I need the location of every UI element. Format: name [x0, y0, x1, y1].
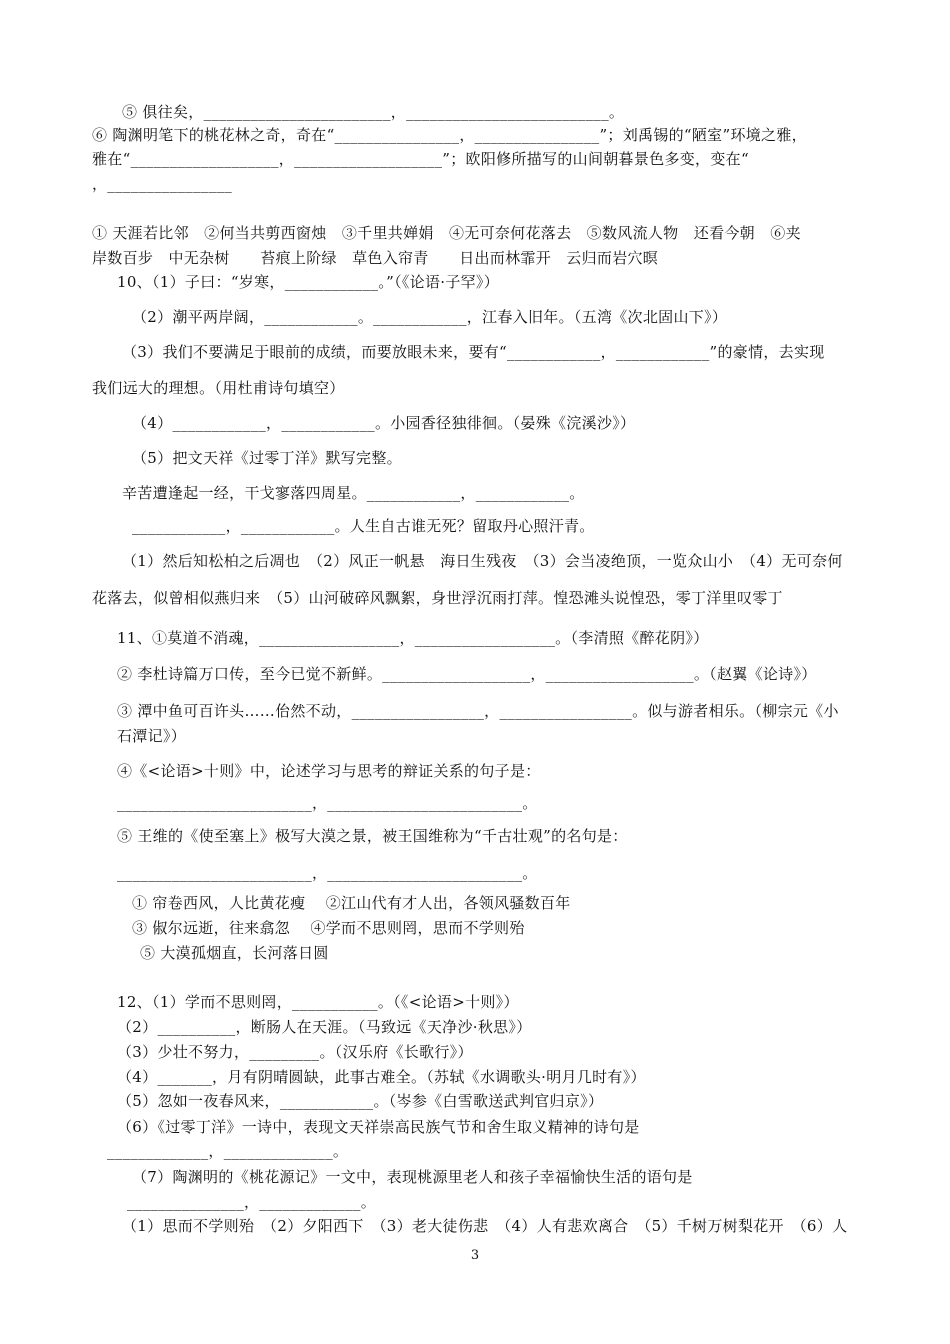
text-line: （1）思而不学则殆 （2）夕阳西下 （3）老大徒伤悲 （4）人有悲欢离合 （5）千树万树梨花开 （6）人 [122, 1217, 848, 1235]
text-line: （6）《过零丁洋》一诗中，表现文天祥崇高民族气节和舍生取义精神的诗句是 [117, 1118, 640, 1136]
text-line: （7）陶渊明的《桃花源记》一文中，表现桃源里老人和孩子幸福愉快生活的语句是 [132, 1168, 693, 1186]
text-line: _________________________，_________________________。 [117, 864, 538, 882]
text-line: 雅在“___________________，___________________”；欧阳修所描写的山间朝暮景色多变，变在“ [92, 150, 749, 168]
text-line: 石潭记》） [117, 727, 187, 745]
text-line: ④《<论语>十则》中，论述学习与思考的辩证关系的句子是： [117, 762, 541, 780]
text-line: ③ 俶尔远逝，往来翕忽 ④学而不思则罔，思而不学则殆 [132, 919, 525, 937]
text-line: ⑥ 陶渊明笔下的桃花林之奇，奇在“________________，________________”；刘禹锡的“陋室”环境之雅， [92, 126, 807, 144]
text-line: （3）少壮不努力，_________。（汉乐府《长歌行》） [117, 1043, 473, 1061]
text-line: 岸数百步 中无杂树 苔痕上阶绿 草色入帘青 日出而林霏开 云归而岩穴暝 [92, 249, 659, 267]
text-line: ____________，____________。人生自古谁无死？留取丹心照汗青。 [132, 517, 595, 535]
text-line: （4）____________，____________。小园香径独徘徊。（晏殊《浣溪沙》） [132, 414, 636, 432]
text-line: （5）忽如一夜春风来，____________。（岑参《白雪歌送武判官归京》） [117, 1092, 604, 1110]
text-line: 花落去，似曾相似燕归来 （5）山河破碎风飘絮，身世浮沉雨打萍。惶恐滩头说惶恐，零丁洋里叹零丁 [92, 589, 783, 607]
text-line: 12、（1）学而不思则罔，___________。（《<论语>十则》） [117, 993, 519, 1011]
text-line: ⑤ 俱往矣，________________________，__________________________。 [122, 103, 625, 121]
text-line: 11、①莫道不消魂，__________________，__________________。（李清照《醉花阴》） [117, 629, 709, 647]
text-line: ① 天涯若比邻 ②何当共剪西窗烛 ③千里共婵娟 ④无可奈何花落去 ⑤数风流人物 还看今朝 ⑥夹 [92, 224, 801, 242]
text-line: 我们远大的理想。（用杜甫诗句填空） [92, 379, 345, 397]
text-line: ① 帘卷西风，人比黄花瘦 ②江山代有才人出，各领风骚数百年 [132, 894, 571, 912]
text-line: ⑤ 王维的《使至塞上》极写大漠之景，被王国维称为“千古壮观”的名句是： [117, 827, 628, 845]
text-line: ，________________ [92, 175, 233, 193]
text-line: （2）__________，断肠人在天涯。（马致远《天净沙·秋思》） [117, 1018, 532, 1036]
text-line: _________________________，_________________________。 [117, 794, 538, 812]
text-line: _____________，______________。 [107, 1142, 349, 1160]
text-line: （1）然后知松柏之后凋也 （2）风正一帆悬 海日生残夜 （3）会当凌绝顶，一览众山小 （4）无可奈何 [122, 552, 843, 570]
text-line: （4）_______，月有阴晴圆缺，此事古难全。（苏轼《水调歌头·明月几时有》） [117, 1068, 646, 1086]
text-line: 辛苦遭逢起一经，干戈寥落四周星。____________，____________。 [122, 484, 585, 502]
text-line: ③ 潭中鱼可百许头……佁然不动，_________________，_________________。似与游者相乐。（柳宗元《小 [117, 702, 839, 720]
text-line: （2）潮平两岸阔，____________。____________，江春入旧年。（五湾《次北固山下》） [132, 308, 728, 326]
text-line: _______________，_____________。 [127, 1193, 376, 1211]
text-line: ② 李杜诗篇万口传，至今已觉不新鲜。___________________，___________________。（赵翼《论诗》） [117, 665, 817, 683]
text-line: （3）我们不要满足于眼前的成绩，而要放眼未来，要有“____________，____________”的豪情，去实现 [122, 343, 825, 361]
text-line: ⑤ 大漠孤烟直，长河落日圆 [140, 944, 329, 962]
text-line: （5）把文天祥《过零丁洋》默写完整。 [132, 449, 402, 467]
text-line: 10、（1）子曰：“岁寒，____________。”（《论语·子罕》） [117, 273, 500, 291]
page-number: 3 [470, 1248, 480, 1263]
